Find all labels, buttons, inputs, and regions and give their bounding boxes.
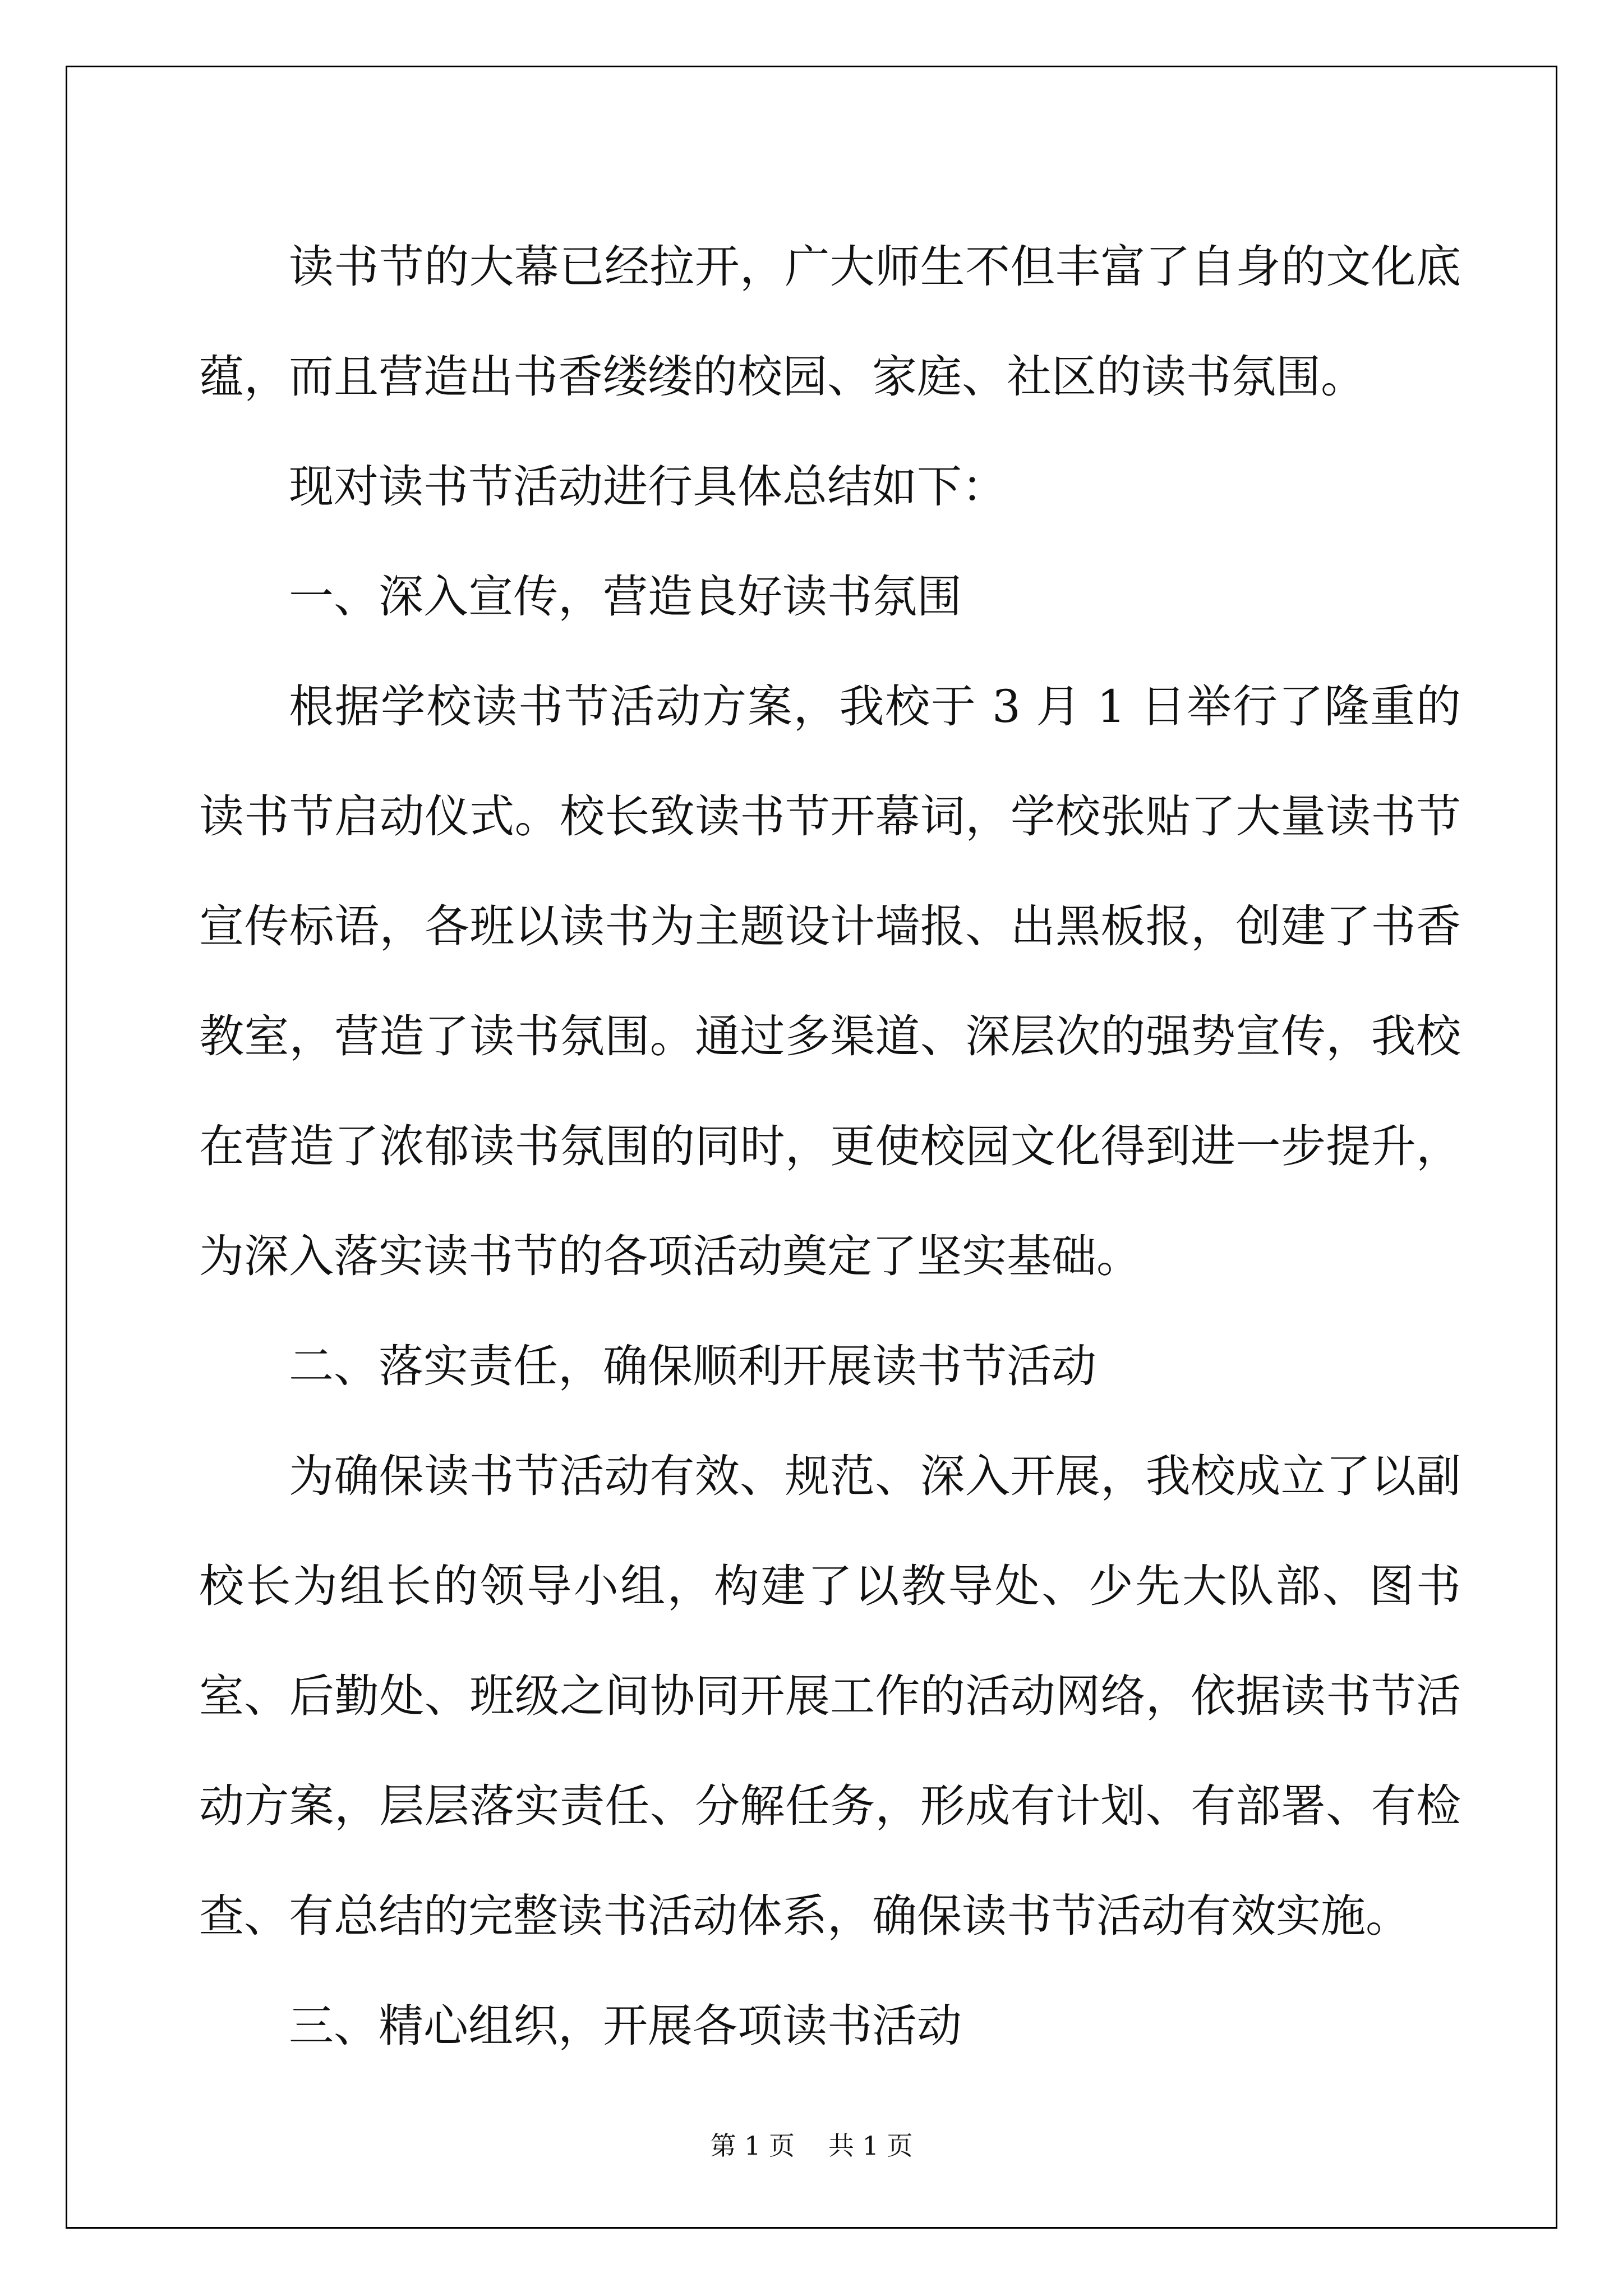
page-number: 第 1 页: [710, 2131, 795, 2161]
section-heading-1: 一、深入宣传，营造良好读书氛围: [289, 570, 962, 623]
paragraph-section-1: 根据学校读书节活动方案，我校于 3 月 1 日举行了隆重的读书节启动仪式。校长致读书节开幕词，学校张贴了大量读书节宣传标语，各班以读书为主题设计墙报、出黑板报，创建了书香教室，营造了读书氛围。通过多渠道、深层次的强势宣传，我校在营造了浓郁读书氛围的同时，更使校园文化得到进一步提升，为深入落实读书节的各项活动奠定了坚实基础。: [199, 680, 1461, 1282]
paragraph-summary-lead: 现对读书节活动进行具体总结如下：: [289, 461, 1007, 513]
paragraph-section-2: 为确保读书节活动有效、规范、深入开展，我校成立了以副校长为组长的领导小组，构建了以教导处、少先大队部、图书室、后勤处、班级之间协同开展工作的活动网络，依据读书节活动方案，层层落实责任、分解任务，形成有计划、有部署、有检查、有总结的完整读书活动体系，确保读书节活动有效实施。: [199, 1450, 1461, 1942]
page-total: 共 1 页: [828, 2131, 913, 2161]
paragraph-intro: 读书节的大幕已经拉开，广大师生不但丰富了自身的文化底蕴，而且营造出书香缕缕的校园、家庭、社区的读书氛围。: [199, 241, 1461, 403]
document-body: [199, 212, 1461, 2081]
section-heading-3: 三、精心组织，开展各项读书活动: [289, 2000, 962, 2052]
page-footer: [0, 2129, 1623, 2162]
section-heading-2: 二、落实责任，确保顺利开展读书节活动: [289, 1340, 1096, 1392]
